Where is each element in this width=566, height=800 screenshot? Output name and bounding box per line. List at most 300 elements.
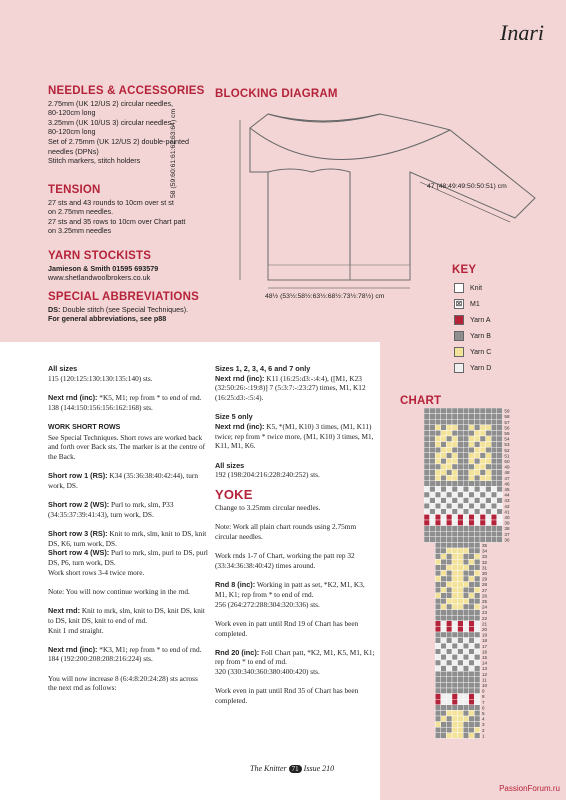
chart-cell (452, 576, 458, 582)
chart-cell (491, 526, 497, 532)
chart-cell (446, 660, 452, 666)
chart-cell (474, 682, 480, 688)
chart-cell (491, 498, 497, 504)
chart-cell (446, 643, 452, 649)
chart-cell (452, 559, 458, 565)
chart-cell (480, 509, 486, 515)
chart-cell (497, 503, 503, 509)
chart-cell (463, 570, 469, 576)
chart-cell (441, 582, 447, 588)
chart-cell (497, 425, 503, 431)
chart-cell (441, 677, 447, 683)
chart-cell (458, 436, 464, 442)
chart-row-number: 50 (504, 459, 510, 464)
chart-cell (474, 503, 480, 509)
chart-cell (469, 475, 475, 481)
chart-cell (458, 453, 464, 459)
chart-cell (474, 716, 480, 722)
chart-cell (491, 408, 497, 414)
chart-cell (435, 610, 441, 616)
chart-cell (435, 542, 441, 548)
instructions-col-1: All sizes 115 (120:125:130:130:135:140) sts. Next rnd (inc): *K5, M1; rep from * to end of rnd. 138 (144:150:156:156:162:168) sts. WORK SHORT ROWS See Special Techniques. Short rows are worked back and forth over Back sts. The marker is at the centre of the Back. Short row 1 (RS): K34 (35:36:38:40:42:44), turn work, DS. Short row 2 (WS): Purl to mrk, slm, P33 (34:35:37:39:41:43), turn work, DS. Short row 3 (RS): Knit to mrk, slm, knit to DS, knit DS, K6, turn work, DS. Short row 4 (WS): Purl to mrk, slm, purl to DS, purl DS, P6, turn work, DS. Work short rows 3-4 twice more. Note: You will now continue working in the rnd. Next rnd: Knit to mrk, slm, knit to DS, knit DS, knit to DS, knit DS, knit to end of rnd. Knit 1 rnd straight. Next rnd (inc): *K3, M1; rep from * to end of rnd. 184 (192:200:208:208:216:224) sts. You will now increase 8 (6:4:8:20:24:28) sts across the next rnd as follows: (48, 364, 208, 693)
chart-cell (452, 615, 458, 621)
chart-cell (463, 414, 469, 420)
chart-cell (497, 475, 503, 481)
chart-cell (463, 542, 469, 548)
key-heading: KEY (452, 264, 477, 276)
chart-cell (486, 498, 492, 504)
chart-cell (435, 408, 441, 414)
chart-cell (452, 542, 458, 548)
chart-cell (469, 677, 475, 683)
chart-cell (486, 436, 492, 442)
chart-cell (463, 425, 469, 431)
chart-row-number: 35 (482, 543, 488, 548)
chart-row-number: 28 (482, 582, 488, 588)
chart-cell (463, 554, 469, 560)
chart-cell (424, 509, 430, 515)
chart-cell (446, 654, 452, 660)
chart-cell (446, 733, 452, 739)
chart-cell (424, 531, 430, 537)
chart-cell (441, 682, 447, 688)
chart-cell (424, 430, 430, 436)
chart-cell (458, 621, 464, 627)
chart-cell (458, 587, 464, 593)
chart-cell (435, 430, 441, 436)
chart-cell (463, 610, 469, 616)
chart-cell (424, 470, 430, 476)
chart-cell (497, 464, 503, 470)
chart-cell (480, 436, 486, 442)
chart-cell (469, 425, 475, 431)
chart-cell (441, 419, 447, 425)
chart-cell (435, 722, 441, 728)
chart-cell (435, 492, 441, 498)
chart-cell (446, 632, 452, 638)
chart-cell (458, 464, 464, 470)
chart-cell (441, 498, 447, 504)
chart-cell (486, 475, 492, 481)
yarn-a-swatch (454, 315, 464, 325)
chart-row-number: 13 (482, 666, 488, 672)
chart-cell (480, 503, 486, 509)
chart-cell (458, 475, 464, 481)
chart-cell (497, 520, 503, 526)
chart-cell (486, 514, 492, 520)
chart-cell (480, 430, 486, 436)
chart-row-number: 36 (504, 537, 510, 543)
chart-cell (441, 638, 447, 644)
chart-cell (435, 442, 441, 448)
chart-cell (497, 509, 503, 515)
chart-cell (480, 470, 486, 476)
chart-cell (435, 503, 441, 509)
tension-line: on 3.25mm needles (48, 226, 112, 236)
chart-cell (458, 570, 464, 576)
chart-cell (486, 442, 492, 448)
chart-cell (446, 548, 452, 554)
chart-cell (474, 699, 480, 705)
chart-cell (430, 481, 436, 487)
chart-cell (435, 733, 441, 739)
chart-cell (486, 486, 492, 492)
chart-cell (441, 425, 447, 431)
chart-cell (441, 481, 447, 487)
chart-cell (469, 638, 475, 644)
chart-cell (435, 727, 441, 733)
chart-cell (452, 408, 458, 414)
chart-cell (458, 682, 464, 688)
chart-cell (452, 481, 458, 487)
chart-cell (424, 498, 430, 504)
chart-cell (452, 722, 458, 728)
chart-cell (458, 710, 464, 716)
chart-cell (424, 447, 430, 453)
chart-cell (469, 486, 475, 492)
chart-cell (491, 475, 497, 481)
chart-cell (441, 554, 447, 560)
yarn-website[interactable]: www.shetlandwoolbrokers.co.uk (48, 273, 151, 283)
chart-cell (491, 470, 497, 476)
chart-cell (452, 470, 458, 476)
chart-cell (435, 593, 441, 599)
chart-cell (458, 598, 464, 604)
chart-cell (452, 677, 458, 683)
chart-cell (458, 442, 464, 448)
chart-cell (458, 716, 464, 722)
chart-row-number: 27 (482, 587, 488, 593)
chart-cell (446, 425, 452, 431)
chart-row-number: 6 (482, 705, 485, 711)
chart-cell (458, 486, 464, 492)
chart-cell (463, 447, 469, 453)
chart-cell (441, 716, 447, 722)
chart-cell (497, 458, 503, 464)
chart-cell (480, 520, 486, 526)
chart-cell (474, 677, 480, 683)
chart-cell (452, 447, 458, 453)
chart-cell (463, 716, 469, 722)
chart-cell (480, 408, 486, 414)
chart-row-number: 14 (482, 660, 488, 666)
chart-row-number: 41 (504, 509, 510, 515)
key-knit: Knit (454, 283, 482, 293)
chart-row-number: 54 (504, 436, 510, 442)
chart-cell (435, 481, 441, 487)
chart-cell (469, 470, 475, 476)
chart-cell (491, 464, 497, 470)
chart-cell (469, 733, 475, 739)
chart-cell (474, 548, 480, 554)
chart-cell (497, 526, 503, 532)
chart-cell (458, 660, 464, 666)
chart-cell (441, 565, 447, 571)
chart-cell (441, 666, 447, 672)
chart-cell (469, 458, 475, 464)
tension-line: on 2.75mm needles. (48, 207, 114, 217)
chart-cell (452, 632, 458, 638)
chart-cell (435, 699, 441, 705)
chart-cell (424, 520, 430, 526)
chart-cell (435, 453, 441, 459)
chart-cell (458, 733, 464, 739)
chart-cell (463, 498, 469, 504)
chart-cell (441, 643, 447, 649)
chart-row-number: 3 (482, 722, 485, 728)
chart-cell (441, 458, 447, 464)
chart-cell (441, 470, 447, 476)
chart-cell (435, 716, 441, 722)
chart-cell (458, 447, 464, 453)
chart-cell (458, 632, 464, 638)
chart-cell (441, 604, 447, 610)
chart-cell (486, 419, 492, 425)
chart-cell (441, 626, 447, 632)
chart-cell (452, 626, 458, 632)
chart-cell (469, 654, 475, 660)
chart-cell (474, 727, 480, 733)
chart-cell (435, 425, 441, 431)
chart-cell (441, 576, 447, 582)
chart-cell (463, 470, 469, 476)
chart-row-number: 44 (504, 492, 510, 498)
chart-cell (497, 442, 503, 448)
chart-cell (497, 537, 503, 543)
chart-cell (463, 598, 469, 604)
chart-row-number: 30 (482, 571, 488, 576)
chart-cell (441, 537, 447, 543)
chart-cell (435, 537, 441, 543)
chart-cell (441, 593, 447, 599)
key-m1: ⊠ M1 (455, 299, 480, 308)
chart-cell (491, 430, 497, 436)
chart-cell (497, 436, 503, 442)
tension-section (48, 186, 213, 236)
chart-cell (452, 688, 458, 694)
chart-cell (441, 486, 447, 492)
chart-cell (458, 430, 464, 436)
chart-cell (441, 722, 447, 728)
chart-cell (458, 615, 464, 621)
chart-cell (430, 470, 436, 476)
chart-cell (446, 470, 452, 476)
chart-cell (463, 699, 469, 705)
chart-cell (435, 705, 441, 711)
chart-cell (469, 542, 475, 548)
chart-cell (441, 492, 447, 498)
chart-cell (452, 554, 458, 560)
needles-line: 3.25mm (UK 10/US 3) circular needles, (48, 117, 174, 127)
chart-cell (463, 526, 469, 532)
ds-term: DS: (48, 304, 61, 314)
chart-cell (474, 576, 480, 582)
chart-cell (474, 582, 480, 588)
chart-cell (463, 666, 469, 672)
chart-cell (463, 722, 469, 728)
chart-cell (497, 414, 503, 420)
chart-cell (491, 425, 497, 431)
chart-cell (424, 408, 430, 414)
chart-cell (463, 626, 469, 632)
chart-cell (446, 531, 452, 537)
chart-cell (435, 710, 441, 716)
chart-cell (435, 638, 441, 644)
yarn-c-swatch (454, 347, 464, 357)
chart-cell (430, 447, 436, 453)
chart-cell (458, 694, 464, 700)
chart-cell (435, 414, 441, 420)
chart-cell (469, 498, 475, 504)
chart-cell (463, 593, 469, 599)
chart-cell (474, 632, 480, 638)
chart-cell (469, 682, 475, 688)
chart-cell (452, 442, 458, 448)
chart-cell (441, 632, 447, 638)
chart-row-number: 19 (482, 632, 488, 638)
chart-cell (446, 453, 452, 459)
chart-cell (446, 682, 452, 688)
chart-cell (452, 475, 458, 481)
chart-cell (430, 498, 436, 504)
chart-cell (474, 414, 480, 420)
colorwork-chart (424, 408, 524, 763)
chart-row-number: 48 (504, 470, 510, 476)
chart-cell (474, 694, 480, 700)
chart-cell (480, 458, 486, 464)
chart-cell (446, 621, 452, 627)
chart-row-number: 1 (482, 733, 485, 739)
yoke-heading: YOKE (215, 486, 253, 502)
chart-cell (424, 442, 430, 448)
chart-cell (486, 408, 492, 414)
chart-cell (491, 492, 497, 498)
chart-cell (463, 660, 469, 666)
chart-cell (452, 660, 458, 666)
chart-cell (452, 425, 458, 431)
chart-cell (463, 587, 469, 593)
chart-cell (446, 688, 452, 694)
chart-cell (497, 408, 503, 414)
chart-cell (424, 503, 430, 509)
chart-cell (491, 514, 497, 520)
chart-cell (452, 498, 458, 504)
chart-cell (463, 582, 469, 588)
chart-cell (435, 649, 441, 655)
chart-cell (458, 626, 464, 632)
chart-cell (452, 570, 458, 576)
chart-cell (469, 509, 475, 515)
chart-cell (491, 436, 497, 442)
chart-cell (435, 458, 441, 464)
chart-cell (430, 414, 436, 420)
chart-cell (430, 486, 436, 492)
general-abbrev: For general abbreviations, see p88 (48, 314, 167, 324)
chart-cell (452, 604, 458, 610)
chart-cell (469, 643, 475, 649)
chart-cell (452, 694, 458, 700)
chart-cell (430, 458, 436, 464)
chart-row-number: 17 (482, 643, 488, 649)
chart-cell (463, 632, 469, 638)
chart-cell (452, 710, 458, 716)
chart-row-number: 49 (504, 464, 510, 470)
chart-cell (474, 475, 480, 481)
chart-cell (486, 430, 492, 436)
chart-cell (463, 514, 469, 520)
chart-cell (458, 604, 464, 610)
chart-cell (446, 727, 452, 733)
chart-cell (469, 526, 475, 532)
chart-cell (446, 722, 452, 728)
chart-cell (424, 453, 430, 459)
chart-cell (430, 408, 436, 414)
chart-cell (435, 666, 441, 672)
chart-cell (469, 587, 475, 593)
chart-row-number: 38 (504, 526, 510, 532)
chart-cell (424, 486, 430, 492)
chart-cell (463, 727, 469, 733)
chart-cell (458, 677, 464, 683)
chart-row-number: 21 (482, 621, 488, 627)
chart-cell (430, 537, 436, 543)
chart-cell (441, 654, 447, 660)
chart-cell (486, 464, 492, 470)
chart-cell (463, 682, 469, 688)
chart-cell (458, 542, 464, 548)
chart-cell (430, 492, 436, 498)
chart-cell (446, 638, 452, 644)
chart-cell (474, 615, 480, 621)
chart-cell (435, 643, 441, 649)
chart-cell (486, 520, 492, 526)
chart-cell (469, 514, 475, 520)
chart-cell (446, 520, 452, 526)
chart-cell (469, 598, 475, 604)
chart-cell (441, 503, 447, 509)
chart-cell (435, 694, 441, 700)
chart-cell (430, 531, 436, 537)
chart-cell (458, 705, 464, 711)
chart-cell (424, 526, 430, 532)
chart-cell (441, 475, 447, 481)
chart-cell (452, 509, 458, 515)
chart-cell (463, 548, 469, 554)
yarn-section (48, 252, 213, 283)
chart-cell (435, 520, 441, 526)
chart-cell (469, 610, 475, 616)
chart-cell (480, 531, 486, 537)
chart-cell (441, 671, 447, 677)
chart-cell (497, 419, 503, 425)
chart-cell (424, 537, 430, 543)
chart-cell (469, 576, 475, 582)
chart-cell (446, 649, 452, 655)
chart-cell (474, 430, 480, 436)
chart-cell (474, 598, 480, 604)
chart-cell (463, 520, 469, 526)
chart-cell (441, 587, 447, 593)
chart-row-number: 8 (482, 694, 485, 700)
chart-cell (452, 414, 458, 420)
chart-cell (491, 442, 497, 448)
chart-cell (480, 447, 486, 453)
chart-row-number: 52 (504, 447, 510, 453)
chart-cell (491, 453, 497, 459)
chart-row-number: 2 (482, 727, 485, 733)
chart-cell (458, 520, 464, 526)
chart-cell (435, 447, 441, 453)
